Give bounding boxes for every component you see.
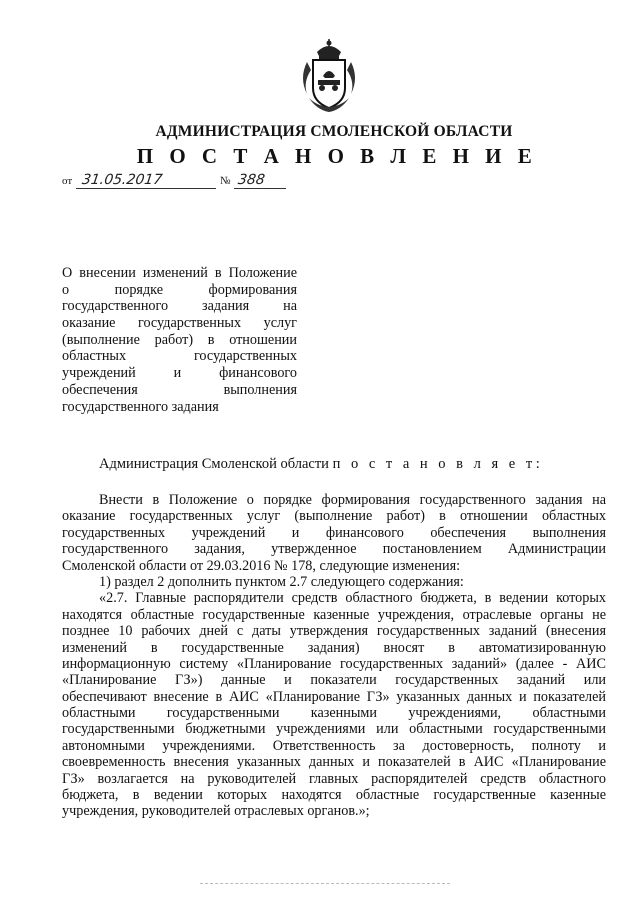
body-line: информационную систему «Планирование государственных заданий» (далее - АИС	[62, 655, 606, 672]
subject-line: О внесении изменений в Положение	[62, 265, 297, 281]
body-line: бюджета, в ведении которых находятся областные государственные казенные	[62, 787, 606, 804]
date-prefix: от	[62, 175, 73, 187]
body-line: учреждения, руководителей отраслевых органов.»;	[62, 803, 370, 820]
body-line: Смоленской области от 29.03.2016 № 178, следующие изменения:	[62, 557, 461, 574]
subject-line: государственного задания на	[62, 298, 297, 315]
body-line: изменений в государственные задания) вносят в автоматизированную	[62, 639, 606, 656]
body-line: областными государственными казенными учреждениями, областными	[62, 705, 606, 722]
body-line: «Планирование ГЗ») данные и показатели государственных заданий или	[62, 672, 606, 689]
body-line: государственными бюджетными учреждениями или областными государственными	[62, 721, 606, 738]
subject-line: (выполнение работ) в отношении	[62, 331, 297, 348]
smolensk-coat-of-arms-icon	[297, 38, 361, 114]
organization-title: АДМИНИСТРАЦИЯ СМОЛЕНСКОЙ ОБЛАСТИ	[155, 123, 513, 140]
body-line: находятся областные государственные казенные учреждения, отраслевые органы не	[62, 606, 606, 623]
number-prefix: №	[220, 175, 231, 187]
subject-block	[62, 265, 297, 415]
subject-line: областных государственных	[62, 348, 297, 365]
body-line: Внести в Положение о порядке формирования государственного задания на	[99, 492, 606, 508]
subject-line: государственного задания	[62, 398, 219, 415]
body-line: 1) раздел 2 дополнить пунктом 2.7 следующего содержания:	[99, 573, 464, 590]
number-handwritten: 388	[236, 172, 266, 188]
body-line: обеспечивают внесение в АИС «Планирование ГЗ» указанных данных и показателей	[62, 688, 606, 705]
body-line: ГЗ» возлагается на руководителей главных распорядителей средств областного	[62, 770, 606, 787]
date-number-line	[62, 169, 292, 191]
body-line: позднее 10 рабочих дней с даты утверждения государственных заданий (внесения	[62, 623, 606, 640]
body-line: государственного задания, утвержденное постановлением Администрации	[62, 541, 606, 558]
body-line: «2.7. Главные распорядители средств областного бюджета, в ведении которых	[99, 590, 606, 607]
body-line: автономными учреждениями. Ответственность за достоверность, полноту и	[62, 737, 606, 754]
document-type-title: П О С Т А Н О В Л Е Н И Е	[136, 144, 538, 168]
body-line: государственных учреждений и финансового обеспечения выполнения	[62, 524, 606, 541]
subject-line: о порядке формирования	[62, 281, 297, 298]
subject-line: обеспечения выполнения	[62, 381, 297, 398]
decree-line	[99, 456, 543, 473]
subject-line: учреждений и финансового	[62, 365, 297, 382]
body-line: оказание государственных услуг (выполнение работ) в отношении областных	[62, 508, 606, 525]
subject-line: оказание государственных услуг	[62, 315, 297, 332]
body-line: своевременность внесения указанных данных и показателей в АИС «Планирование	[62, 754, 606, 771]
decree-verb: п о с т а н о в л я е т:	[332, 456, 544, 472]
date-underline	[76, 188, 216, 189]
number-underline	[234, 188, 286, 189]
body-text	[62, 492, 606, 820]
date-handwritten: 31.05.2017	[80, 172, 164, 188]
page-footer-divider	[200, 883, 450, 884]
decree-subject: Администрация Смоленской области	[99, 456, 329, 472]
